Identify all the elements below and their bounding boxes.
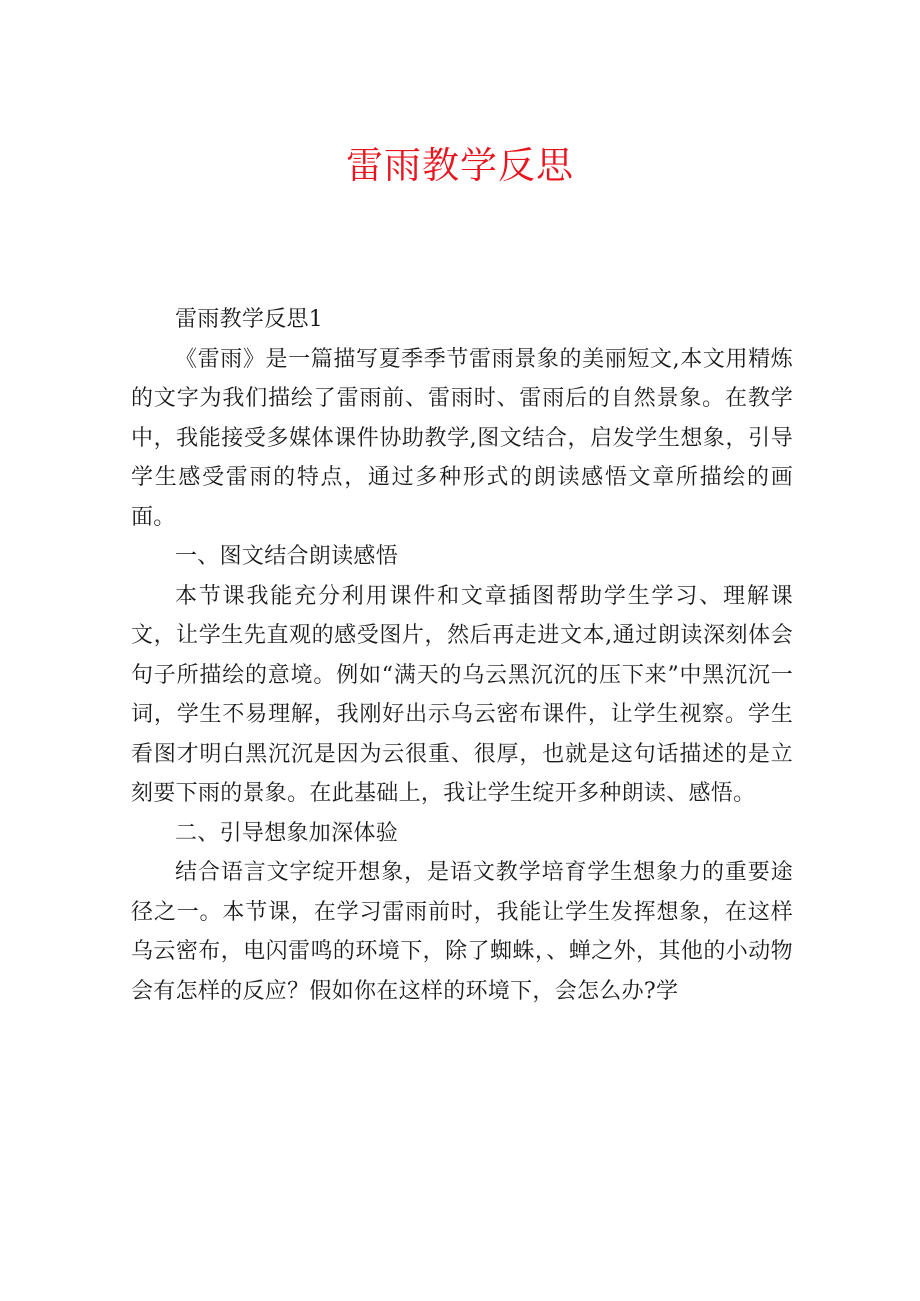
body-paragraph: 《雷雨》是一篇描写夏季季节雷雨景象的美丽短文,本文用精炼的文字为我们描绘了雷雨前、雷雨时、雷雨后的自然景象。在教学中，我能接受多媒体课件协助教学,图文结合，启发学生想象，引导学生感受雷雨的特点，通过多种形式的朗读感悟文章所描绘的画面。	[131, 346, 793, 530]
document-title: 雷雨教学反思	[346, 144, 574, 187]
section-heading: 二、引导想象加深体验	[175, 820, 399, 846]
body-paragraph: 本节课我能充分利用课件和文章插图帮助学生学习、理解课文，让学生先直观的感受图片，然后再走进文本,通过朗读深刻体会句子所描绘的意境。例如“满天的乌云黑沉沉的压下来”中黑沉沉一词，学生不易理解，我刚好出示乌云密布课件，让学生视察。学生看图才明白黑沉沉是因为云很重、很厚，也就是这句话描述的是立刻要下雨的景象。在此基础上，我让学生绽开多种朗读、感悟。	[131, 583, 793, 806]
body-paragraph: 结合语言文字绽开想象，是语文教学培育学生想象力的重要途径之一。本节课，在学习雷雨前时，我能让学生发挥想象，在这样乌云密布，电闪雷鸣的环境下，除了蜘蛛，、蝉之外，其他的小动物会有怎样的反应？假如你在这样的环境下，会怎么办?学	[131, 860, 793, 1004]
document-body	[131, 300, 793, 1011]
section-heading: 一、图文结合朗读感悟	[175, 544, 399, 569]
section-heading: 雷雨教学反思1	[175, 307, 324, 332]
